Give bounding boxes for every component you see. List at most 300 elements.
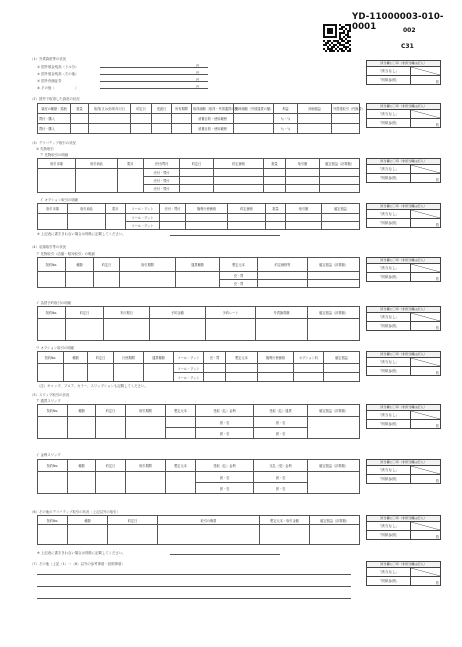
s3a-h0: 取引市場 — [38, 159, 76, 169]
s5b-h0: 契約No. — [38, 460, 68, 472]
see-attachment-option[interactable]: 「別紙参照」 — [367, 76, 411, 84]
s3a-r2-c6[interactable] — [264, 177, 286, 185]
s4b-c4[interactable] — [206, 319, 256, 341]
s2-r2-c7[interactable] — [234, 124, 274, 134]
s3a-r2-side[interactable]: 売付・買付 — [144, 177, 180, 185]
s4a-r1-c7[interactable] — [308, 272, 360, 280]
section-7-title: （7）その他（上記（1）～（6）以外の参考事項・説明事項） — [30, 562, 125, 566]
s3-note-line[interactable] — [170, 235, 280, 236]
section-6-title: （6）その他のデリバティブ取引の状況（上記以外の取引） — [30, 510, 120, 514]
s3a-h7: 取引額 — [286, 159, 320, 169]
s5b-h4: 想定元本 — [166, 460, 196, 472]
s4c-currency[interactable] — [144, 364, 174, 382]
sheet-unit: 枚 — [435, 581, 439, 585]
s4a-h4: 通貨種類 — [176, 258, 220, 272]
s4-a-table — [37, 257, 360, 288]
s2-r1-c9[interactable] — [298, 114, 332, 124]
s3a-r1-c4[interactable] — [180, 169, 214, 177]
s2-r2-method[interactable]: 消費目的・使用範囲 — [192, 124, 234, 134]
sheet-unit: 枚 — [435, 371, 439, 375]
s3a-r2-c7[interactable] — [286, 177, 320, 185]
s5a-h5: 受取（払）金利 — [196, 405, 254, 417]
see-attachment-option[interactable]: 「別紙参照」 — [367, 367, 411, 375]
s2-r2-kind[interactable]: 買付・購入 — [38, 124, 71, 134]
s3b-h1: 取引商品 — [68, 204, 106, 214]
s2-r1-c1[interactable] — [71, 114, 89, 124]
s5a-r2-rate[interactable]: 固・変 — [196, 428, 254, 439]
s6-c4[interactable] — [260, 525, 310, 545]
s2-r2-c4[interactable] — [152, 124, 172, 134]
answer-box — [366, 158, 441, 183]
s3b-r1-c6[interactable] — [228, 214, 266, 222]
s5b-no[interactable] — [38, 472, 68, 494]
s3a-h5: 約定価格 — [214, 159, 264, 169]
answer-box — [366, 404, 441, 429]
s2-r2-c9[interactable] — [298, 124, 332, 134]
s2-r2-c3[interactable] — [131, 124, 152, 134]
s2-r1-c3[interactable] — [131, 114, 152, 124]
s4b-c6[interactable] — [308, 319, 360, 341]
s2-r1-c2[interactable] — [89, 114, 131, 124]
s1-line-3[interactable] — [100, 81, 208, 82]
s3b-h4: 売付・買付 — [160, 204, 186, 214]
see-attachment-option[interactable]: 「別紙参照」 — [367, 219, 411, 227]
s6-table — [37, 515, 360, 545]
s3b-r2-c6[interactable] — [228, 222, 266, 230]
answer-box-title: 該当欄に〇印（非該当欄は記入） — [367, 516, 440, 522]
s3a-r3-c6[interactable] — [264, 185, 286, 193]
s2-table — [37, 103, 365, 134]
s5b-pl[interactable] — [308, 472, 360, 494]
s3a-r2-c8[interactable] — [320, 177, 360, 185]
s3a-h6: 数量 — [264, 159, 286, 169]
answer-box-title: 該当欄に〇印（非該当欄は記入） — [367, 104, 440, 110]
section-5-title: （5）スワップ取引の状況 — [30, 393, 70, 397]
s6-c5[interactable] — [310, 525, 360, 545]
answer-box — [366, 351, 441, 376]
s4c-h2: 約定日 — [88, 352, 114, 364]
s2-r1-c7[interactable] — [234, 114, 274, 124]
s5a-r1-c4[interactable] — [166, 417, 196, 428]
not-applicable-option[interactable]: 「該当なし」 — [367, 313, 411, 321]
s6-h0: 契約No. — [38, 516, 68, 525]
s4b-h0: 契約No. — [38, 307, 66, 319]
s2-r1-c4[interactable] — [152, 114, 172, 124]
s4a-date[interactable] — [94, 272, 120, 288]
s3a-product[interactable] — [76, 169, 118, 193]
s4b-h2: 実行期日 — [104, 307, 150, 319]
s3b-h0: 取引市場 — [38, 204, 68, 214]
s5a-h0: 契約No. — [38, 405, 68, 417]
s2-h7: 売却価額（外国通貨の額） — [234, 104, 274, 114]
s4-c-note: （注）キャップ、フロア、カラー、スワップションも記載してください。 — [37, 384, 148, 388]
sheet-unit: 枚 — [435, 178, 439, 182]
s1-item-2: ② 国外預金残高（その他） — [37, 72, 79, 76]
answer-box — [366, 257, 441, 282]
s5b-r2-rcv[interactable]: 固・変 — [196, 483, 254, 494]
s4a-r1-c6[interactable] — [258, 272, 308, 280]
s4c-r2-c6[interactable] — [204, 373, 226, 382]
sheet-unit: 枚 — [435, 80, 439, 84]
s6-note: ※ 上記表に書ききれない場合は別紙に記載してください。 — [37, 551, 126, 555]
attachment-count[interactable] — [411, 174, 440, 182]
s4b-c5[interactable] — [256, 319, 308, 341]
s3-note: ※ 上記表に書ききれない場合は別紙に記載してください。 — [37, 232, 126, 236]
s7-line-1[interactable] — [37, 574, 351, 575]
s5-b-table — [37, 459, 360, 494]
answer-box — [366, 561, 441, 586]
s1-item-4: ④ その他（ ） — [37, 86, 79, 90]
sheet-unit: 枚 — [435, 223, 439, 227]
attachment-count[interactable] — [411, 119, 440, 127]
not-applicable-slash — [411, 522, 440, 530]
not-applicable-slash — [411, 358, 440, 366]
s3b-h9: 確定損益 — [322, 204, 360, 214]
s3-a-title: ① 先物取引 — [36, 147, 54, 151]
see-attachment-option[interactable]: 「別紙参照」 — [367, 475, 411, 483]
s3a-r3-c4[interactable] — [180, 185, 214, 193]
s4c-r1-c8[interactable] — [258, 364, 294, 373]
s6-h1: 種類 — [68, 516, 108, 525]
s3b-r1-c7[interactable] — [266, 214, 286, 222]
s5a-pl[interactable] — [308, 417, 360, 439]
s4c-r2-c9[interactable] — [294, 373, 324, 382]
s2-r2-c5[interactable] — [172, 124, 192, 134]
s2-r1-c10[interactable] — [332, 114, 360, 124]
s1-line-2[interactable] — [100, 74, 208, 75]
s4c-r2-c8[interactable] — [258, 373, 294, 382]
s4c-h10: 確定損益 — [324, 352, 360, 364]
answer-box — [366, 459, 441, 484]
s4c-r1-c9[interactable] — [294, 364, 324, 373]
answer-box-title: 該当欄に〇印（非該当欄は記入） — [367, 460, 440, 466]
s4c-h6: 売・買 — [204, 352, 226, 364]
s4c-r2-c7[interactable] — [226, 373, 258, 382]
s4c-h9: オプション料 — [294, 352, 324, 364]
s4c-h3: 行使期間 — [114, 352, 144, 364]
s4c-date[interactable] — [88, 364, 114, 382]
attachment-count[interactable] — [411, 76, 440, 84]
s4a-r2-c6[interactable] — [258, 280, 308, 288]
s5b-r1-pay[interactable]: 固・変 — [254, 472, 308, 483]
s4b-c1[interactable] — [66, 319, 104, 341]
s5a-r2-c4[interactable] — [166, 428, 196, 439]
s2-h0: 資産の種類・銘柄 — [38, 104, 71, 114]
s3a-r1-c5[interactable] — [214, 169, 264, 177]
s4-b-title: イ 為替予約取引の明細 — [36, 301, 71, 305]
s3a-r3-c8[interactable] — [320, 185, 360, 193]
s3b-r1-c9[interactable] — [322, 214, 360, 222]
s5a-r1-rate[interactable]: 固・変 — [196, 417, 254, 428]
s4c-period[interactable] — [114, 364, 144, 382]
s3a-market[interactable] — [38, 169, 76, 193]
s5b-date[interactable] — [96, 472, 126, 494]
s2-h4: 受渡日 — [152, 104, 172, 114]
answer-box-title: 該当欄に〇印（非該当欄は記入） — [367, 61, 440, 67]
answer-box — [366, 306, 441, 331]
s3b-r1-cp[interactable]: コール・プット — [126, 214, 160, 222]
s5a-no[interactable] — [38, 417, 68, 439]
s5a-kind[interactable] — [68, 417, 96, 439]
s5b-notional[interactable] — [166, 472, 196, 494]
s4a-currency[interactable] — [176, 272, 220, 288]
not-applicable-option[interactable]: 「該当なし」 — [367, 67, 411, 75]
s3a-r3-c7[interactable] — [286, 185, 320, 193]
s3b-r2-c5[interactable] — [186, 222, 228, 230]
s5-a-table — [37, 404, 360, 439]
sheet-unit: 枚 — [435, 326, 439, 330]
s6-c0[interactable] — [38, 525, 68, 545]
not-applicable-option[interactable]: 「該当なし」 — [367, 466, 411, 474]
s4c-h8: 権利行使価格 — [258, 352, 294, 364]
s5a-h2: 約定日 — [96, 405, 126, 417]
s2-r1-c5[interactable] — [172, 114, 192, 124]
s4b-h1: 約定日 — [66, 307, 104, 319]
s5-b-title: イ 金利スワップ — [36, 453, 61, 457]
not-applicable-option[interactable]: 「該当なし」 — [367, 264, 411, 272]
not-applicable-option[interactable]: 「該当なし」 — [367, 358, 411, 366]
s6-h2: 約定日 — [108, 516, 158, 525]
s2-r2-c1[interactable] — [71, 124, 89, 134]
s4c-h4: 通貨種類 — [144, 352, 174, 364]
s1-item-3: ③ 国外有価証券 — [37, 79, 62, 83]
s3a-h3: 売付/買付 — [144, 159, 180, 169]
s6-h3: 取引の概要 — [158, 516, 260, 525]
not-applicable-option[interactable]: 「該当なし」 — [367, 165, 411, 173]
s4b-h4: 予約レート — [206, 307, 256, 319]
attachment-count[interactable] — [411, 322, 440, 330]
s6-h4: 想定元本・取引金額 — [260, 516, 310, 525]
s2-h5: 所有期間 — [172, 104, 192, 114]
s4c-h7: 想定元本 — [226, 352, 258, 364]
s4c-r1-c6[interactable] — [204, 364, 226, 373]
s4c-kind[interactable] — [64, 364, 88, 382]
s2-r2-c2[interactable] — [89, 124, 131, 134]
not-applicable-option[interactable]: 「該当なし」 — [367, 568, 411, 576]
s3b-h7: 数量 — [266, 204, 286, 214]
answer-box-title: 該当欄に〇印（非該当欄は記入） — [367, 562, 440, 568]
s3b-r1-c4[interactable] — [160, 214, 186, 222]
s4c-r2-cp[interactable]: コール・プット — [174, 373, 204, 382]
s4b-h5: 外貨換算額 — [256, 307, 308, 319]
s3a-h8: 確定損益（計算額） — [320, 159, 360, 169]
s3a-h4: 約定日 — [180, 159, 214, 169]
s4c-r1-cp[interactable]: コール・プット — [174, 364, 204, 373]
s3b-month[interactable] — [106, 214, 126, 230]
s3a-h2: 限月 — [118, 159, 144, 169]
answer-box-title: 該当欄に〇印（非該当欄は記入） — [367, 204, 440, 210]
s3b-r2-c9[interactable] — [322, 222, 360, 230]
see-attachment-option[interactable]: 「別紙参照」 — [367, 322, 411, 330]
see-attachment-option[interactable]: 「別紙参照」 — [367, 119, 411, 127]
s3a-r2-c5[interactable] — [214, 177, 264, 185]
s2-r2-c10[interactable] — [332, 124, 360, 134]
s3b-h5: 権利行使価格 — [186, 204, 228, 214]
attachment-count[interactable] — [411, 420, 440, 428]
sheet-unit: 枚 — [435, 123, 439, 127]
s6-c1[interactable] — [68, 525, 108, 545]
answer-box-title: 該当欄に〇印（非該当欄は記入） — [367, 159, 440, 165]
s3-b-sub: イ オプション取引の明細 — [40, 198, 79, 202]
s5b-r2-pay[interactable]: 固・変 — [254, 483, 308, 494]
s2-h9: 評価損益 — [298, 104, 332, 114]
s5a-r2-ccy[interactable]: 固・変 — [254, 428, 308, 439]
see-attachment-option[interactable]: 「別紙参照」 — [367, 273, 411, 281]
s3-futures-table — [37, 158, 360, 193]
see-attachment-option[interactable]: 「別紙参照」 — [367, 174, 411, 182]
s3b-r1-c5[interactable] — [186, 214, 228, 222]
s3b-product[interactable] — [68, 214, 106, 230]
s4-c-table — [37, 351, 360, 382]
s3a-month[interactable] — [118, 169, 144, 193]
s3b-h8: 取引額 — [286, 204, 322, 214]
answer-box-title: 該当欄に〇印（非該当欄は記入） — [367, 258, 440, 264]
not-applicable-slash — [411, 568, 440, 576]
s2-r2-pct[interactable]: ％・％ — [274, 124, 298, 134]
s3b-h6: 約定価格 — [228, 204, 266, 214]
s2-h10: 外貨建取引（円換算） — [332, 104, 360, 114]
s1-yen-3: 円 — [196, 78, 200, 82]
s7-line-2[interactable] — [37, 586, 351, 587]
s3a-r2-c4[interactable] — [180, 177, 214, 185]
s3b-h3: コール・プット — [126, 204, 160, 214]
s6-c2[interactable] — [108, 525, 158, 545]
not-applicable-slash — [411, 466, 440, 474]
attachment-count[interactable] — [411, 219, 440, 227]
not-applicable-option[interactable]: 「該当なし」 — [367, 522, 411, 530]
answer-box-title: 該当欄に〇印（非該当欄は記入） — [367, 352, 440, 358]
s3a-r1-c7[interactable] — [286, 169, 320, 177]
sheet-unit: 枚 — [435, 479, 439, 483]
s6-c3[interactable] — [158, 525, 260, 545]
section-4-title: （4）店頭取引等の状況 — [30, 245, 67, 249]
attachment-count[interactable] — [411, 273, 440, 281]
attachment-count[interactable] — [411, 367, 440, 375]
s5a-period[interactable] — [126, 417, 166, 439]
s5b-period[interactable] — [126, 472, 166, 494]
s5a-h7: 確定損益（計算額） — [308, 405, 360, 417]
s1-item-1: ① 国外預金残高（ドル分） — [37, 65, 79, 69]
s3b-r2-cp[interactable]: コール・プット — [126, 222, 160, 230]
s5b-r1-rcv[interactable]: 固・変 — [196, 472, 254, 483]
not-applicable-slash — [411, 411, 440, 419]
s4a-h5: 想定元本 — [220, 258, 258, 272]
s5-a-title: ア 通貨スワップ — [36, 399, 61, 403]
not-applicable-slash — [411, 313, 440, 321]
s3b-r2-c7[interactable] — [266, 222, 286, 230]
not-applicable-option[interactable]: 「該当なし」 — [367, 110, 411, 118]
s3a-r1-side[interactable]: 売付・買付 — [144, 169, 180, 177]
attachment-count[interactable] — [411, 577, 440, 585]
s3a-r1-c6[interactable] — [264, 169, 286, 177]
s4-b-table — [37, 306, 360, 341]
see-attachment-option[interactable]: 「別紙参照」 — [367, 420, 411, 428]
s4b-c2[interactable] — [104, 319, 150, 341]
s4a-h3: 取引期間 — [120, 258, 176, 272]
not-applicable-slash — [411, 210, 440, 218]
s4b-c3[interactable] — [150, 319, 206, 341]
s1-line-4[interactable] — [100, 88, 208, 89]
s4c-r1-c10[interactable] — [324, 364, 360, 373]
attachment-count[interactable] — [411, 531, 440, 539]
s1-line-1[interactable] — [100, 67, 208, 68]
s4b-h6: 確定損益（計算額） — [308, 307, 360, 319]
s4c-h5: コール・プット — [174, 352, 204, 364]
s5a-date[interactable] — [96, 417, 126, 439]
s4b-c0[interactable] — [38, 319, 66, 341]
s4a-r2-c7[interactable] — [308, 280, 360, 288]
s5b-h2: 約定日 — [96, 460, 126, 472]
s4a-period[interactable] — [120, 272, 176, 288]
s2-h3: 約定日 — [131, 104, 152, 114]
qr-code — [323, 24, 351, 53]
s4-c-title: ウ オプション取引の明細 — [36, 346, 75, 350]
s5b-h5: 受取（払）金利 — [196, 460, 254, 472]
s6-h5: 確定損益（計算額） — [310, 516, 360, 525]
s4-a-title: ア 先物取引（店頭・相対取引）の明細 — [36, 252, 95, 256]
s4a-r1-side[interactable]: 売・買 — [220, 272, 258, 280]
s5a-r1-ccy[interactable]: 固・変 — [254, 417, 308, 428]
s6-note-line[interactable] — [170, 554, 280, 555]
answer-box — [366, 515, 441, 540]
s5b-h6: 支払（受）金利 — [254, 460, 308, 472]
s4a-kind[interactable] — [66, 272, 94, 288]
s4a-h6: 約定価格等 — [258, 258, 308, 272]
s3b-h2: 限月 — [106, 204, 126, 214]
s4c-h1: 種類 — [64, 352, 88, 364]
sheet-unit: 枚 — [435, 535, 439, 539]
s5b-kind[interactable] — [68, 472, 96, 494]
sheet-unit: 枚 — [435, 277, 439, 281]
document-id: YD-11000003-010-0001 — [352, 12, 444, 32]
s4a-r2-side[interactable]: 売・買 — [220, 280, 258, 288]
s4c-r1-c7[interactable] — [226, 364, 258, 373]
s2-r1-method[interactable]: 消費目的・使用範囲 — [192, 114, 234, 124]
s4c-no[interactable] — [38, 364, 64, 382]
not-applicable-slash — [411, 264, 440, 272]
s2-r1-kind[interactable]: 買付・購入 — [38, 114, 71, 124]
s1-yen-2: 円 — [196, 71, 200, 75]
s1-yen-4: 円 — [196, 85, 200, 89]
s3a-r3-c5[interactable] — [214, 185, 264, 193]
attachment-count[interactable] — [411, 475, 440, 483]
s5a-h6: 受取（払）通貨 — [254, 405, 308, 417]
s3a-r1-c8[interactable] — [320, 169, 360, 177]
s4c-r2-c10[interactable] — [324, 373, 360, 382]
s4a-h2: 約定日 — [94, 258, 120, 272]
s4a-h7: 確定損益（計算額） — [308, 258, 360, 272]
s3b-r2-c8[interactable] — [286, 222, 322, 230]
s3a-r3-side[interactable]: 売付・買付 — [144, 185, 180, 193]
see-attachment-option[interactable]: 「別紙参照」 — [367, 531, 411, 539]
not-applicable-option[interactable]: 「該当なし」 — [367, 411, 411, 419]
not-applicable-option[interactable]: 「該当なし」 — [367, 210, 411, 218]
s2-r1-pct[interactable]: ％・％ — [274, 114, 298, 124]
s3b-market[interactable] — [38, 214, 68, 230]
s1-yen-1: 円 — [196, 64, 200, 68]
not-applicable-slash — [411, 110, 440, 118]
s7-line-3[interactable] — [37, 598, 351, 599]
s4a-no[interactable] — [38, 272, 66, 288]
s3a-h1: 取引商品 — [76, 159, 118, 169]
s5a-h4: 想定元本 — [166, 405, 196, 417]
s3b-r1-c8[interactable] — [286, 214, 322, 222]
s4a-h0: 契約No. — [38, 258, 66, 272]
s4b-h3: 予約金額 — [150, 307, 206, 319]
s3b-r2-c4[interactable] — [160, 222, 186, 230]
answer-box-title: 該当欄に〇印（非該当欄は記入） — [367, 307, 440, 313]
see-attachment-option[interactable]: 「別紙参照」 — [367, 577, 411, 585]
